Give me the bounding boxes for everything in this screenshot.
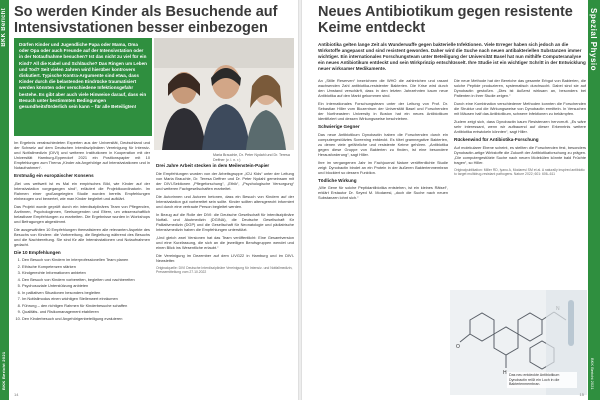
right-article-title: Neues Antibiotikum gegen resistente Keime entdeckt	[318, 4, 573, 36]
paragraph: Zudem zeigt sich, dass Dynobactin kaum Resistenzen hervorruft. „Es wäre sehr interessant, wenn wir aufbauend auf dieser Erkenntnis weitere Antibiotika entwickeln könnten“, sagt Hiller.	[454, 119, 586, 134]
section-heading: Tödliche Wirkung	[318, 177, 357, 183]
svg-text:H: H	[503, 370, 507, 376]
paragraph: Das Projekt wurde geprüft durch ein interdisziplinäres Team von Pflegenden, Ärztinnen, Psychologinnen, Seelsorgenden und Eltern, um wissenschaftlich belastbare Empfehlungen zu erarbeiten. Die Ergebnisse wurden in Workshops und Befragungen abgestimmt.	[14, 203, 150, 224]
list-item: 5. Psychosoziale Unterstützung anbieten	[22, 283, 150, 288]
section-heading: Rückenwind für Antibiotika-Forschung	[454, 137, 539, 142]
paragraph: Das neue Antibiotikum Dynobactin haben die Forschenden durch ein computergestütztes Screening entdeckt. Es tötet gramnegative Bakterien, zu denen viele gefährliche und resistente Keime gehören. „Antibiotika gegen diese Gruppe von Bakterien zu finden, ist eine besondere Herausforderung“, sagt Hiller.	[318, 131, 448, 157]
paragraph: Die ausgewählten 10 Empfehlungen thematisieren alle relevanten Aspekte des Besuchs von Kindern: die Vorbereitung, die Begleitung während des Besuchs und die Nachbereitung. Sie sind für alle Intensivstationen und Notaufnahmen gedacht.	[14, 226, 150, 247]
list-item: 9. Qualitäts- und Risikomanagement etablieren	[22, 309, 150, 314]
list-item: 7. Im Notfallmodus einen wichtigen Stellenwert einräumen	[22, 296, 150, 301]
paragraph: Die Autorinnen und Autoren betonen, dass ein Besuch von Kindern auf der Intensivstation gut vorbereitet sein sollte. Kinder sollten altersgerecht informiert und durch eine vertraute Person begleitet werden.	[156, 193, 294, 209]
paragraph: Die neue Methode hat der Bereiche das gesamte Erbgut von Bakterien, die solche Peptide produzieren, systematisch durchsucht. Dabei sind sie auf Dynobactin gestoßen. „Dies ist äußerst wirksam an, besonders bei Patienten in ihrer Studie zeigen.“	[454, 78, 586, 98]
left-page	[0, 0, 298, 400]
right-side-label: Spezial Physio	[589, 8, 598, 72]
list-item: 2. Ethische Kompetenzen stärken	[22, 264, 150, 269]
right-column-1	[318, 78, 448, 394]
left-page-number: 14	[14, 392, 19, 397]
left-side-label: BKK Bericht	[1, 8, 7, 47]
left-column-2	[156, 160, 294, 395]
portrait-photo	[154, 38, 294, 150]
paragraph: „Wie Gene für solche Peptidantibiotika entstehen, ist ein kleines Rätsel“, erklärt Erstautor Dr. Seyed M. Modaresi, „doch die Suche nach neuen Substanzen lohnt sich.“	[318, 185, 448, 200]
paragraph: Durch eine Kombination verschiedener Methoden konnten die Forschenden die Struktur und die Wirkungsweise von Dynobactin ermitteln. In Versuchen mit Mäusen half das Antibiotikum, schwere Infektionen zu bekämpfen.	[454, 101, 586, 116]
three-people-photo-icon	[154, 38, 294, 150]
list-item: 10. Den Kinderbesuch und Angehörigenbeteiligung evaluieren	[22, 316, 150, 321]
section-heading: Erstmalig ein europäischer Konsens	[14, 173, 94, 178]
photo-caption: Maria Brauchle, Dr. Peter Nydahl und Dr. Teresa Deffner (v. l. n. r.)	[213, 153, 290, 162]
source-note: Originalquelle: DIVI Deutsche Interdisziplinäre Vereinigung für Intensiv- und Notfallmedizin, Pressemitteilung vom 27.10.2022	[156, 265, 293, 274]
paragraph: Die Vereinigung im Dezember auf dem LIVG22 in Hamburg und im DIVI-Newsletter.	[156, 252, 294, 263]
source-note: Originalpublikation: Miller RD, Iyanu A, Modaresi SM et al. A naturally inspired antibiotic to target multidrug-resistant pathogens. Nature 2022; 601: 606–611	[454, 167, 585, 176]
right-page	[302, 0, 600, 400]
list-item: 4. Den Besuch von Kindern vorbereiten, begleiten und nachbereiten	[22, 277, 150, 282]
paragraph: Die Empfehlungen wurden von der Arbeitsgruppe „ICU Kids“ unter der Leitung von Maria Brauchle, Dr. Teresa Deffner und Dr. Peter Nydahl gemeinsam mit der DIVI-Sektionen „Pflegeforschung“, „Ethik“, „Psychologische Versorgung“ und weiteren Fachgesellschaften erarbeitet.	[156, 170, 294, 191]
section-heading: Drei Jahre Arbeit stecken in dem Meilenstein-Papier	[156, 163, 270, 168]
paragraph: Auf molekularer Ebene scheint, es stellten die Forschenden fest, besonders Dynobactin-artige Wirkstoffe die Zukunft der Antibiotikaforschung zu prägen. „Die computergestützte Suche nach neuen Molekülen könnte bald Früchte tragen“, so Hiller.	[454, 144, 586, 165]
paragraph: Ein internationales Forschungsteam unter der Leitung von Prof. Dr. Sebastian Hiller vom Biozentrum der Universität Basel und Forschenden der Northeastern University in Boston hat ein neues Antibiotikum identifiziert und dessen Wirkungsweise beschrieben.	[318, 101, 448, 121]
list-item: 1. Den Besuch von Kindern im interprofessionellen Team planen	[22, 257, 150, 262]
paragraph: Ihre im vergangenen Jahr im Fachjournal Nature veröffentlichte Studie zeigt: Dynobactin bindet an ein Protein in der äußeren Bakterienmembran und blockiert so dessen Funktion.	[318, 159, 448, 175]
list-item: 8. Führung – den richtigen Rahmen für Kinderbesuche schaffen	[22, 303, 150, 308]
section-heading: Die 10 Empfehlungen	[14, 249, 61, 255]
paragraph: „Und gleich zwei Versionen hat das Team veröffentlicht: Eine Gesamtversion und eine Kurzfassung, die sich an die jeweiligen Berufsgruppen wendet und einen Blick ins Wesentliche erlaubt.“	[156, 234, 294, 250]
list-item: 6. In palliativen Situationen besonders begleiten	[22, 290, 150, 295]
paragraph: In Bezug auf die Rolle der DIVI: die Deutsche Gesellschaft für interdisziplinäre Notfall- und Akutmedizin (DGINA), die Deutsche Gesellschaft für Palliativmedizin (DGP) und die Gesellschaft für Neonatologie und pädiatrische Intensivmedizin haben die Empfehlungen unterstützt.	[156, 211, 294, 232]
image-caption: Das neu entdeckte Antibiotikum Dynobactin reißt ein Loch in die Bakterienmembran.	[507, 372, 577, 388]
left-column-1	[14, 140, 150, 395]
left-side-tab	[0, 0, 9, 400]
left-article-title: So werden Kinder als Besuchende auf Intensivstationen besser einbezogen	[14, 4, 278, 36]
right-side-tab	[588, 0, 600, 400]
left-lead-box: Dürfen Kinder und Jugendliche Papa oder Mama, Oma oder Opa oder auch Freunde auf der Intensivstation oder in der Notaufnahme besuchen? Ist das nicht zu viel für ein Kind? All die Kabel und Schläuche? Das Ringen um Leben und Tod? Seit vielen Jahren wird hierüber kontrovers diskutiert. Typische Kontra-Argumente sind etwa, dass Kinder durch die belastenden Eindrücke traumatisiert werden könnten oder verschiedene Infektionsgefahr bestehe. Es gibt aber auch viele Hinweise darauf, dass ein Besuch unter bestimmten Bedingungen gesundheitsförderlich sein kann – für alle Beteiligten!	[14, 38, 152, 136]
paragraph: Im Ergebnis verabschiedeten Experten aus der Universität, Deutschland und der Schweiz auf dem Deutschen Interdisziplinären Vereinigung für Intensiv- und Notfallmedizin (DIVI) und weiteren Institutionen in Kooperation mit der Universität Hamburg-Eppendorf 2021 ein Positionspapier mit 10 Empfehlungen zum Thema „Kinder als Angehörige auf Intensivstationen und in Notaufnahmen“.	[14, 140, 150, 170]
paragraph: An „Stille Reserven“ bezeichnen die WHO die zahlreichen und rasant wachsenden Zahl antibiotika-resistenter Bakterien. Die Krise wird durch den Umstand verschärft, dass in den letzten Jahrzehnten kaum neue Antibiotika auf den Markt gekommen sind.	[318, 78, 448, 98]
right-page-number: 15	[579, 392, 584, 397]
svg-text:O: O	[456, 344, 460, 350]
right-side-footer: BKK Bericht 2021	[590, 358, 595, 390]
list-item: 3. Kindgerechte Informationen anbieten	[22, 270, 150, 275]
left-side-footer: BKK Bericht 2021	[1, 351, 6, 390]
right-column-2	[454, 78, 586, 290]
paragraph: „Bei uns weltweit ist es Mal ein empirisches Bild, wie Kinder auf der Intensivstation vorgegangen sind“, erläutert die Projektkoordinatorin. Im Rahmen einer großangelegten Studie wurden bereits Empfehlungen einbezogen und bewertet, wie man Kinder begleitet und aufklärt.	[14, 180, 150, 201]
section-heading: Schwierige Gegner	[318, 124, 360, 129]
recommendation-list	[14, 257, 150, 321]
right-lead: Antibiotika gelten lange Zeit als Wunderwaffe gegen bakterielle Infektionen. Viele Erreger haben sich jedoch an die Wirkstoffe angepasst und sind resistent geworden. Daher wird die Suche nach neuen antibakteriellen Substanzen immer wichtiger. Ein internationales Forschungsteam unter Beteiligung der Universität Basel hat nun mithilfe Computeranalyse ein neues Antibiotikum entdeckt und sein Wirkprinzip entschlüsselt. Ihre Studie ist ein wichtiger Schritt in der Entwicklung neuer wirksamer Medikamente.	[318, 42, 586, 71]
